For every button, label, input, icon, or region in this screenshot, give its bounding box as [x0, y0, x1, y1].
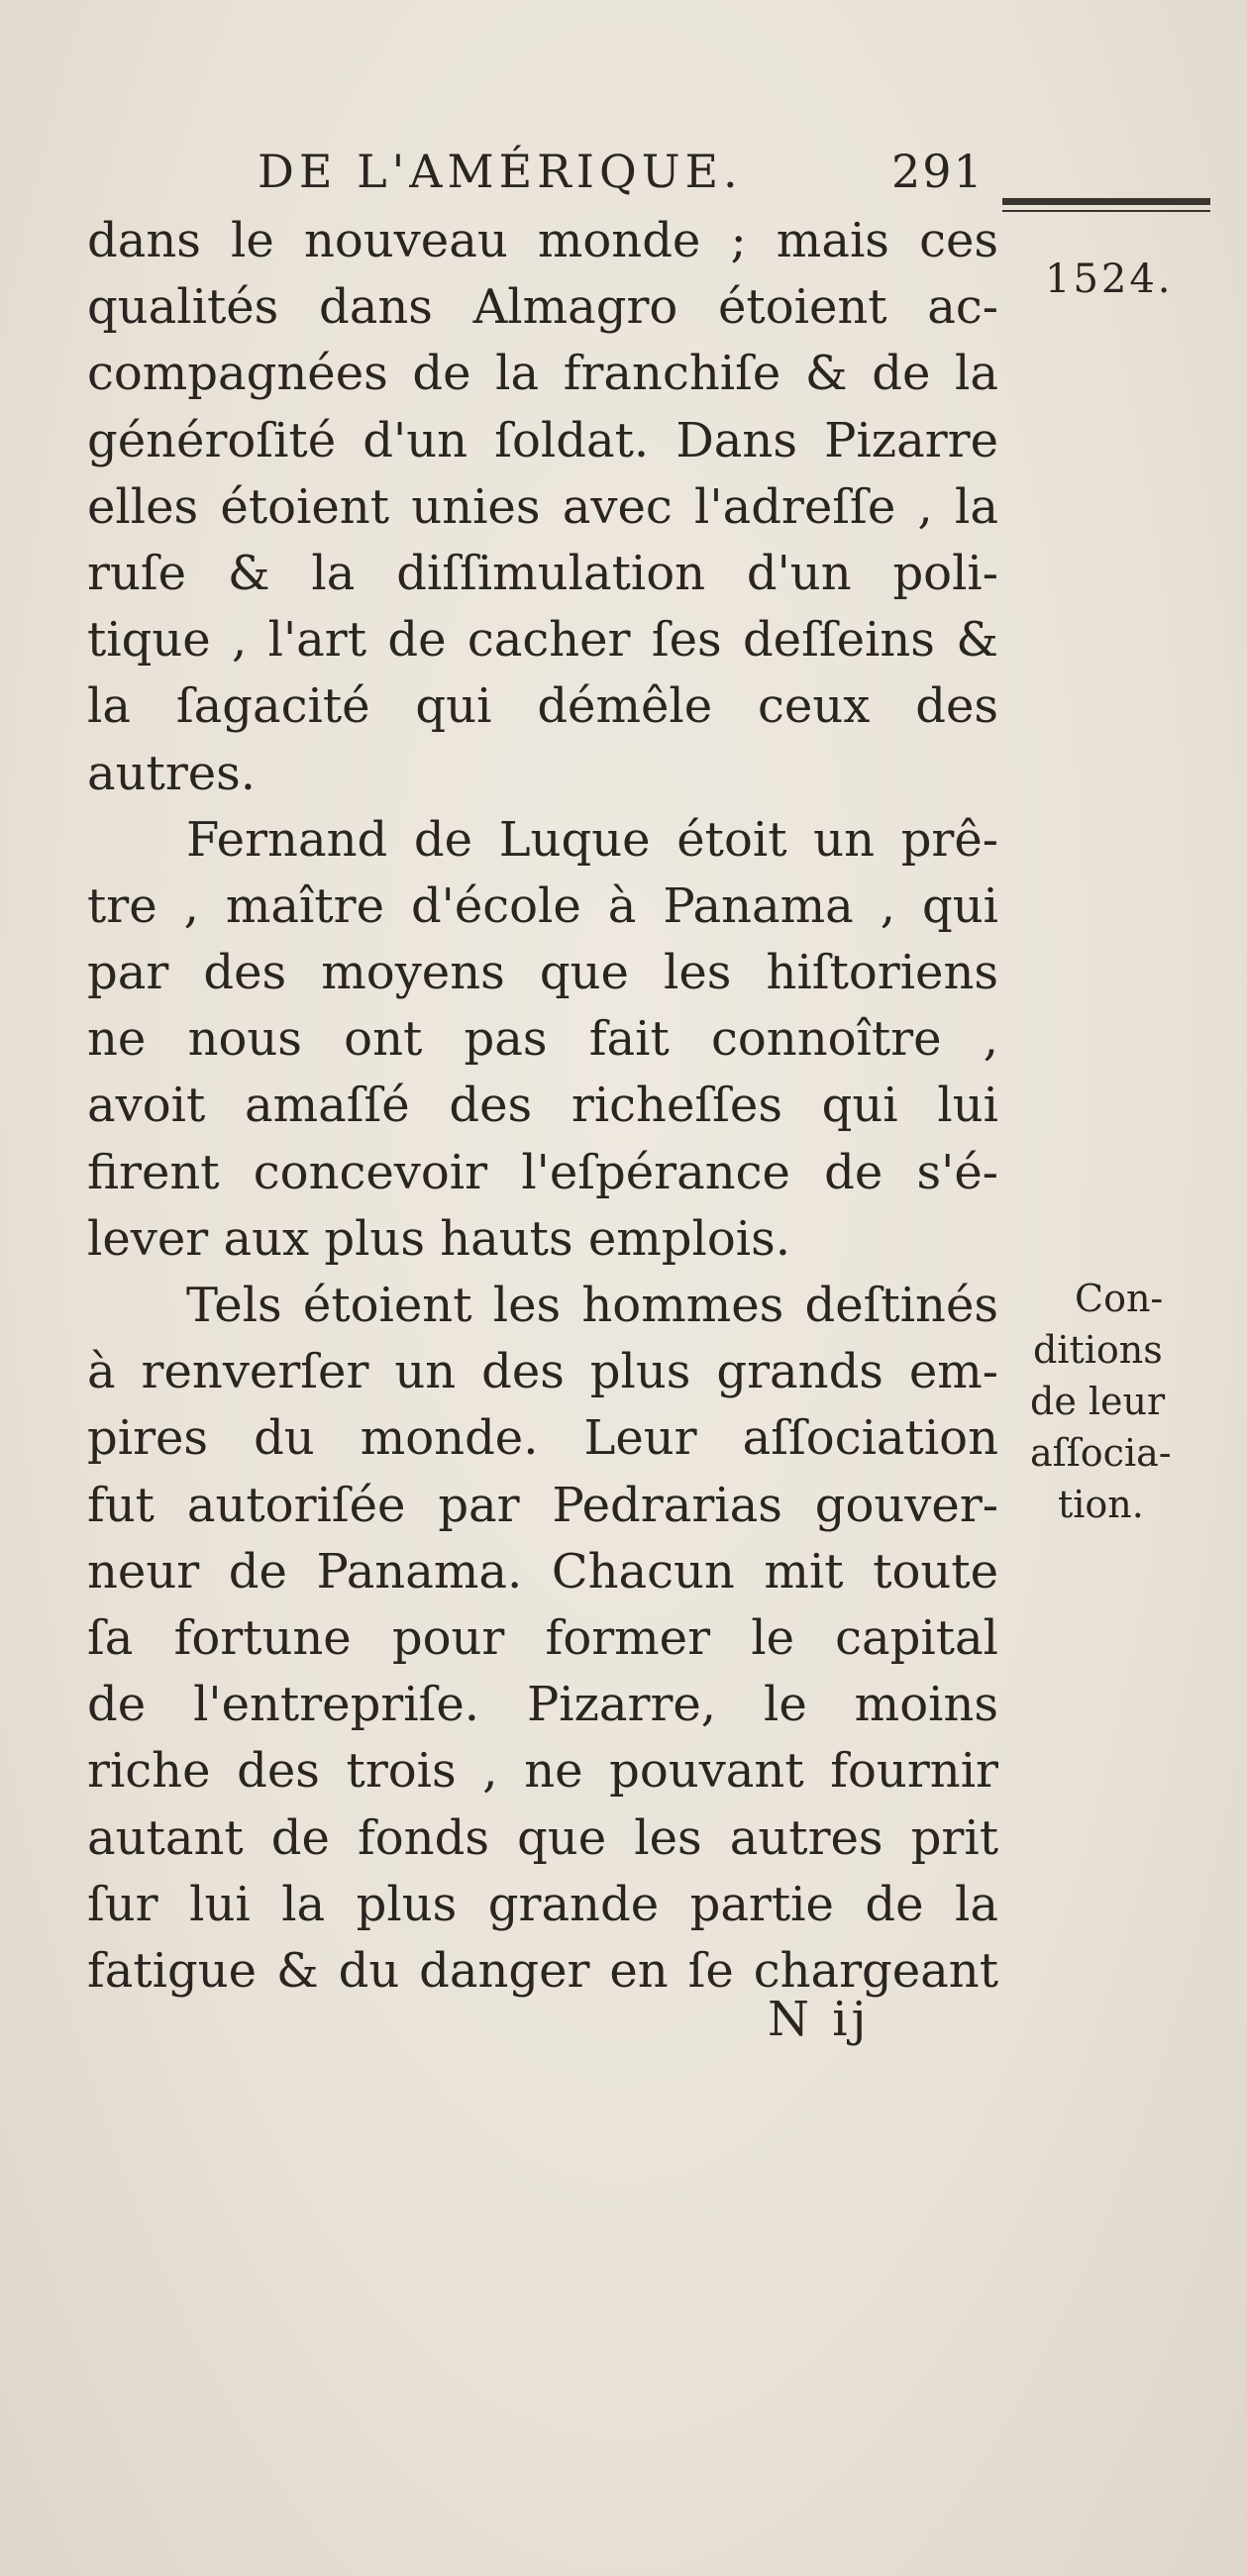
text-line: la ſagacité qui démêle ceux des: [87, 678, 998, 735]
text-line: riche des trois , ne pouvant fournir: [87, 1743, 998, 1800]
header-rule-thin: [1002, 210, 1210, 212]
text-line: fatigue & du danger en ſe chargeant: [87, 1942, 998, 1999]
text-line: tique , l'art de cacher ſes deſſeins &: [87, 612, 998, 669]
text-line: neur de Panama. Chacun mit toute: [87, 1543, 998, 1599]
text-line: ſa fortune pour former le capital: [87, 1609, 998, 1666]
text-line: autant de fonds que les autres prit: [87, 1809, 998, 1866]
text-line: Fernand de Luque étoit un prê-: [186, 811, 998, 868]
text-line: compagnées de la franchiſe & de la: [87, 346, 998, 402]
running-header: [258, 145, 990, 198]
text-line: de l'entrepriſe. Pizarre, le moins: [87, 1677, 998, 1733]
text-line: firent concevoir l'eſpérance de s'é-: [87, 1144, 998, 1200]
margin-note: [1018, 1273, 1231, 1530]
text-line: ne nous ont pas fait connoître ,: [87, 1011, 998, 1068]
margin-note-line: aſſocia-: [1030, 1431, 1172, 1475]
margin-note-line: tion.: [1058, 1483, 1144, 1526]
text-line: pires du monde. Leur aſſociation: [87, 1410, 998, 1467]
header-rule: [1002, 198, 1210, 205]
margin-note-line: ditions: [1033, 1328, 1163, 1372]
margin-year: 1524.: [1045, 257, 1174, 302]
text-line: par des moyens que les hiſtoriens: [87, 945, 998, 1001]
margin-note-line: Con-: [1075, 1277, 1164, 1320]
text-line: autres.: [87, 745, 257, 801]
margin-note-line: de leur: [1030, 1380, 1166, 1423]
body-text: [87, 208, 998, 2005]
text-line: généroſité d'un ſoldat. Dans Pizarre: [87, 412, 998, 468]
text-line: avoit amaſſé des richeſſes qui lui: [87, 1078, 998, 1134]
text-line: à renverſer un des plus grands em-: [87, 1344, 998, 1400]
text-line: ſur lui la plus grande partie de la: [87, 1876, 998, 1932]
text-line: fut autoriſée par Pedrarias gouver-: [87, 1477, 998, 1533]
page-number: 291: [891, 145, 985, 198]
text-line: ruſe & la diſſimulation d'un poli-: [87, 545, 998, 601]
text-line: lever aux plus hauts emplois.: [87, 1210, 790, 1267]
text-line: elles étoient unies avec l'adreſſe , la: [87, 478, 998, 535]
text-line: tre , maître d'école à Panama , qui: [87, 877, 998, 934]
running-title: DE L'AMÉRIQUE.: [258, 145, 743, 198]
text-line: dans le nouveau monde ; mais ces: [87, 213, 998, 268]
text-line: Tels étoient les hommes deſtinés: [186, 1278, 998, 1333]
signature-mark: N ij: [768, 1992, 871, 2047]
text-line: qualités dans Almagro étoient ac-: [87, 279, 998, 336]
